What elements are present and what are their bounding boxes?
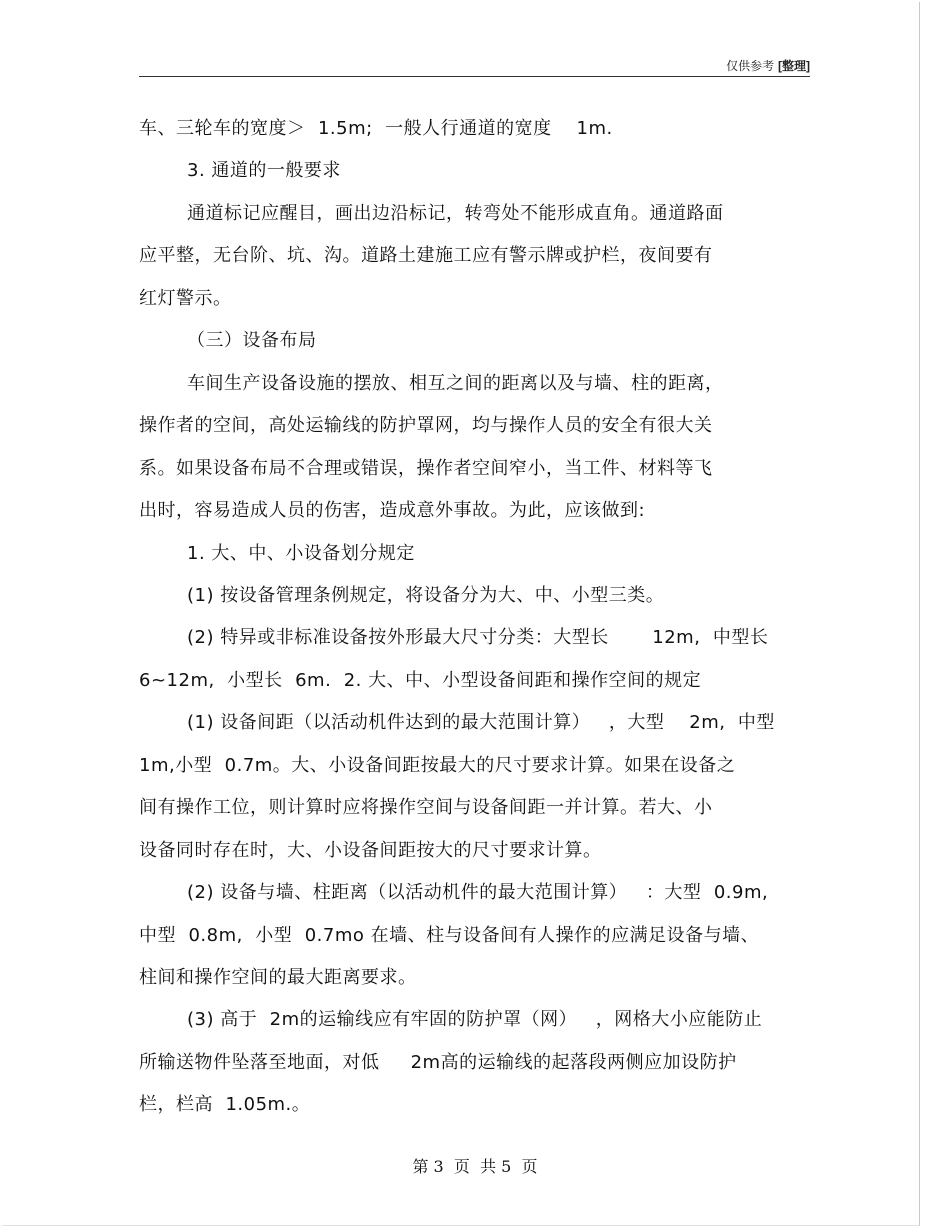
text-line: (2) 特异或非标准设备按外形最大尺寸分类：大型长 12m, 中型长	[187, 627, 769, 648]
text-line: (1) 设备间距（以活动机件达到的最大范围计算） ，大型 2m, 中型	[187, 712, 775, 733]
text-line: 出时，容易造成人员的伤害，造成意外事故。为此，应该做到:	[139, 500, 646, 521]
text-line: (1) 按设备管理条例规定，将设备分为大、中、小型三类。	[187, 585, 665, 606]
text-line: 通道标记应醒目，画出边沿标记，转弯处不能形成直角。通道路面	[187, 203, 724, 224]
text-line: 6~12m, 小型长 6m. 2. 大、中、小型设备间距和操作空间的规定	[139, 670, 702, 691]
text-line: 柱间和操作空间的最大距离要求。	[139, 967, 417, 988]
text-line: 间有操作工位，则计算时应将操作空间与设备间距一并计算。若大、小	[139, 797, 713, 818]
text-line: 红灯警示。	[139, 288, 232, 309]
text-line: 栏，栏高 1.05m.。	[139, 1094, 311, 1115]
text-line: (2) 设备与墙、柱距离（以活动机件的最大范围计算） ：大型 0.9m,	[187, 882, 769, 903]
text-line: 1m,小型 0.7m。大、小设备间距按最大的尺寸要求计算。如果在设备之	[139, 755, 736, 776]
text-line: 操作者的空间，高处运输线的防护罩网，均与操作人员的安全有很大关	[139, 415, 713, 436]
text-line: 车、三轮车的宽度＞ 1.5m; 一般人行通道的宽度 1m.	[139, 118, 613, 139]
text-line: （三）设备布局	[187, 330, 317, 351]
text-line: 设备同时存在时，大、小设备间距按大的尺寸要求计算。	[139, 840, 602, 861]
header-rule	[139, 76, 810, 77]
page-footer: 第 3 页 共 5 页	[412, 1157, 538, 1176]
text-line: 所输送物件坠落至地面，对低 2m高的运输线的起落段两侧应加设防护	[139, 1052, 737, 1073]
header-tag: [整理]	[778, 59, 810, 73]
header-label: 仅供参考	[726, 59, 775, 73]
text-line: (3) 高于 2m的运输线应有牢固的防护罩（网） ，网格大小应能防止	[187, 1009, 763, 1030]
text-line: 中型 0.8m, 小型 0.7mo 在墙、柱与设备间有人操作的应满足设备与墙、	[139, 925, 760, 946]
text-line: 应平整，无台阶、坑、沟。道路土建施工应有警示牌或护栏，夜间要有	[139, 245, 713, 266]
text-line: 车间生产设备设施的摆放、相互之间的距离以及与墙、柱的距离，	[187, 373, 724, 394]
text-line: 1. 大、中、小设备划分规定	[187, 543, 415, 564]
text-line: 3. 通道的一般要求	[187, 160, 341, 181]
page-border	[2, 2, 920, 1226]
page-header	[726, 57, 810, 74]
text-line: 系。如果设备布局不合理或错误，操作者空间窄小，当工件、材料等飞	[139, 458, 713, 479]
